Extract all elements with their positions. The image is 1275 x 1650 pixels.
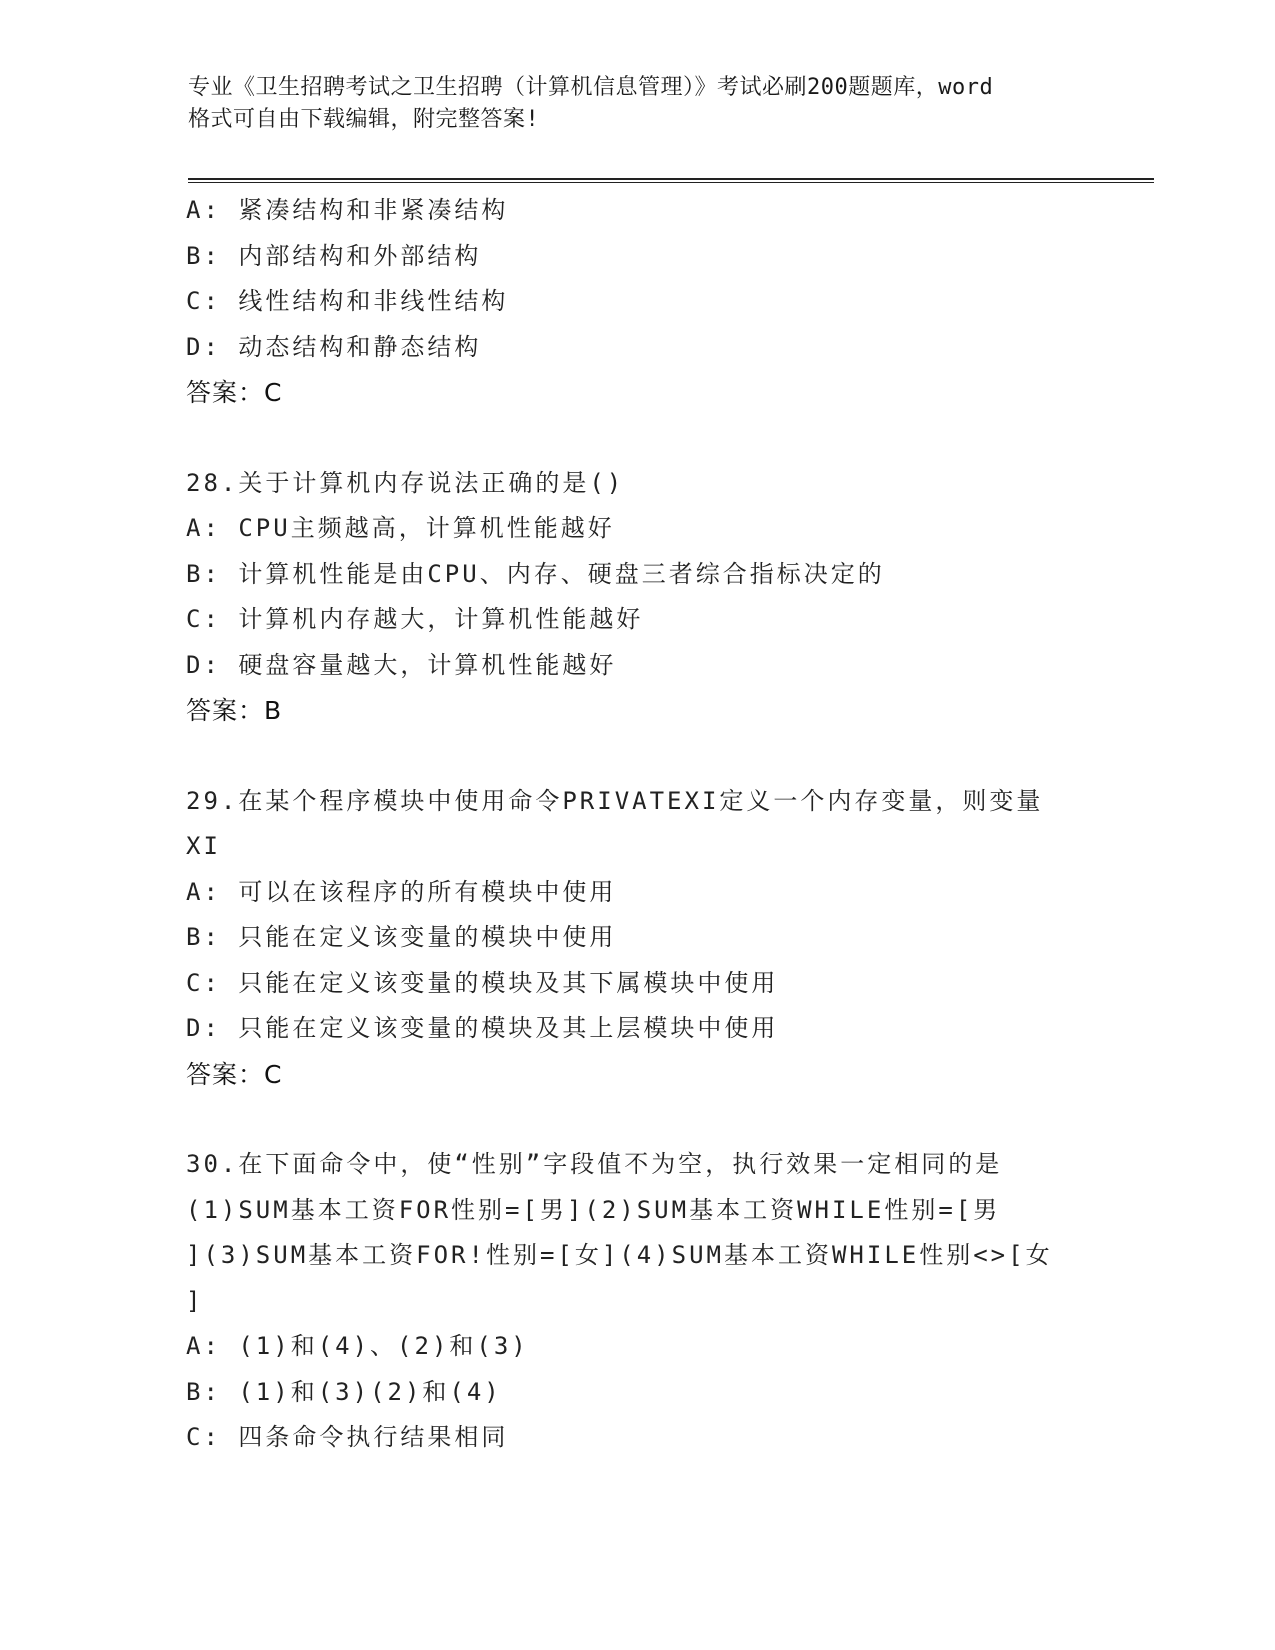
question-stem-continued: (1)SUM基本工资FOR性别=[男](2)SUM基本工资WHILE性别=[男 [186,1195,1001,1224]
question-stem-continued: ](3)SUM基本工资FOR!性别=[女](4)SUM基本工资WHILE性别<>[女 [186,1241,1053,1269]
option-b: B: (1)和(3)(2)和(4) [186,1377,502,1406]
question-27 [186,188,1086,416]
option-a: A: 紧凑结构和非紧凑结构 [186,196,509,224]
answer: 答案：B [186,696,283,725]
option-c: C: 计算机内存越大，计算机性能越好 [186,605,644,633]
document-header [188,72,1088,136]
spacer [186,734,1086,779]
spacer [186,1097,1086,1142]
option-c: C: 线性结构和非线性结构 [186,287,509,315]
question-list [186,188,1086,1461]
answer: 答案：C [186,378,283,407]
option-d: D: 只能在定义该变量的模块及其上层模块中使用 [186,1014,779,1042]
answer: 答案：C [186,1059,283,1089]
option-a: A: 可以在该程序的所有模块中使用 [186,877,617,906]
option-d: D: 动态结构和静态结构 [186,332,482,361]
option-b: B: 内部结构和外部结构 [186,241,482,270]
option-a: A: CPU主频越高，计算机性能越好 [186,514,615,542]
header-divider-thin [188,182,1154,183]
option-a: A: (1)和(4)、(2)和(3) [186,1332,529,1360]
question-stem-continued: XI [186,832,221,860]
option-b: B: 计算机性能是由CPU、内存、硬盘三者综合指标决定的 [186,559,885,588]
question-stem-continued: ] [186,1286,204,1315]
option-b: B: 只能在定义该变量的模块中使用 [186,923,617,951]
header-line-1: 专业《卫生招聘考试之卫生招聘（计算机信息管理）》考试必刷200题题库，word [188,75,994,100]
header-divider-thick [188,178,1154,180]
question-30 [186,1142,1086,1461]
option-d: D: 硬盘容量越大，计算机性能越好 [186,650,617,679]
option-c: C: 只能在定义该变量的模块及其下属模块中使用 [186,968,779,997]
question-stem: 29.在某个程序模块中使用命令PRIVATEXI定义一个内存变量，则变量 [186,786,1044,815]
spacer [186,416,1086,461]
option-c: C: 四条命令执行结果相同 [186,1423,509,1451]
question-stem: 28.关于计算机内存说法正确的是() [186,468,625,497]
question-28 [186,461,1086,734]
header-line-2: 格式可自由下载编辑，附完整答案! [188,107,540,132]
question-29 [186,779,1086,1098]
question-stem: 30.在下面命令中，使“性别”字段值不为空，执行效果一定相同的是 [186,1150,1003,1178]
